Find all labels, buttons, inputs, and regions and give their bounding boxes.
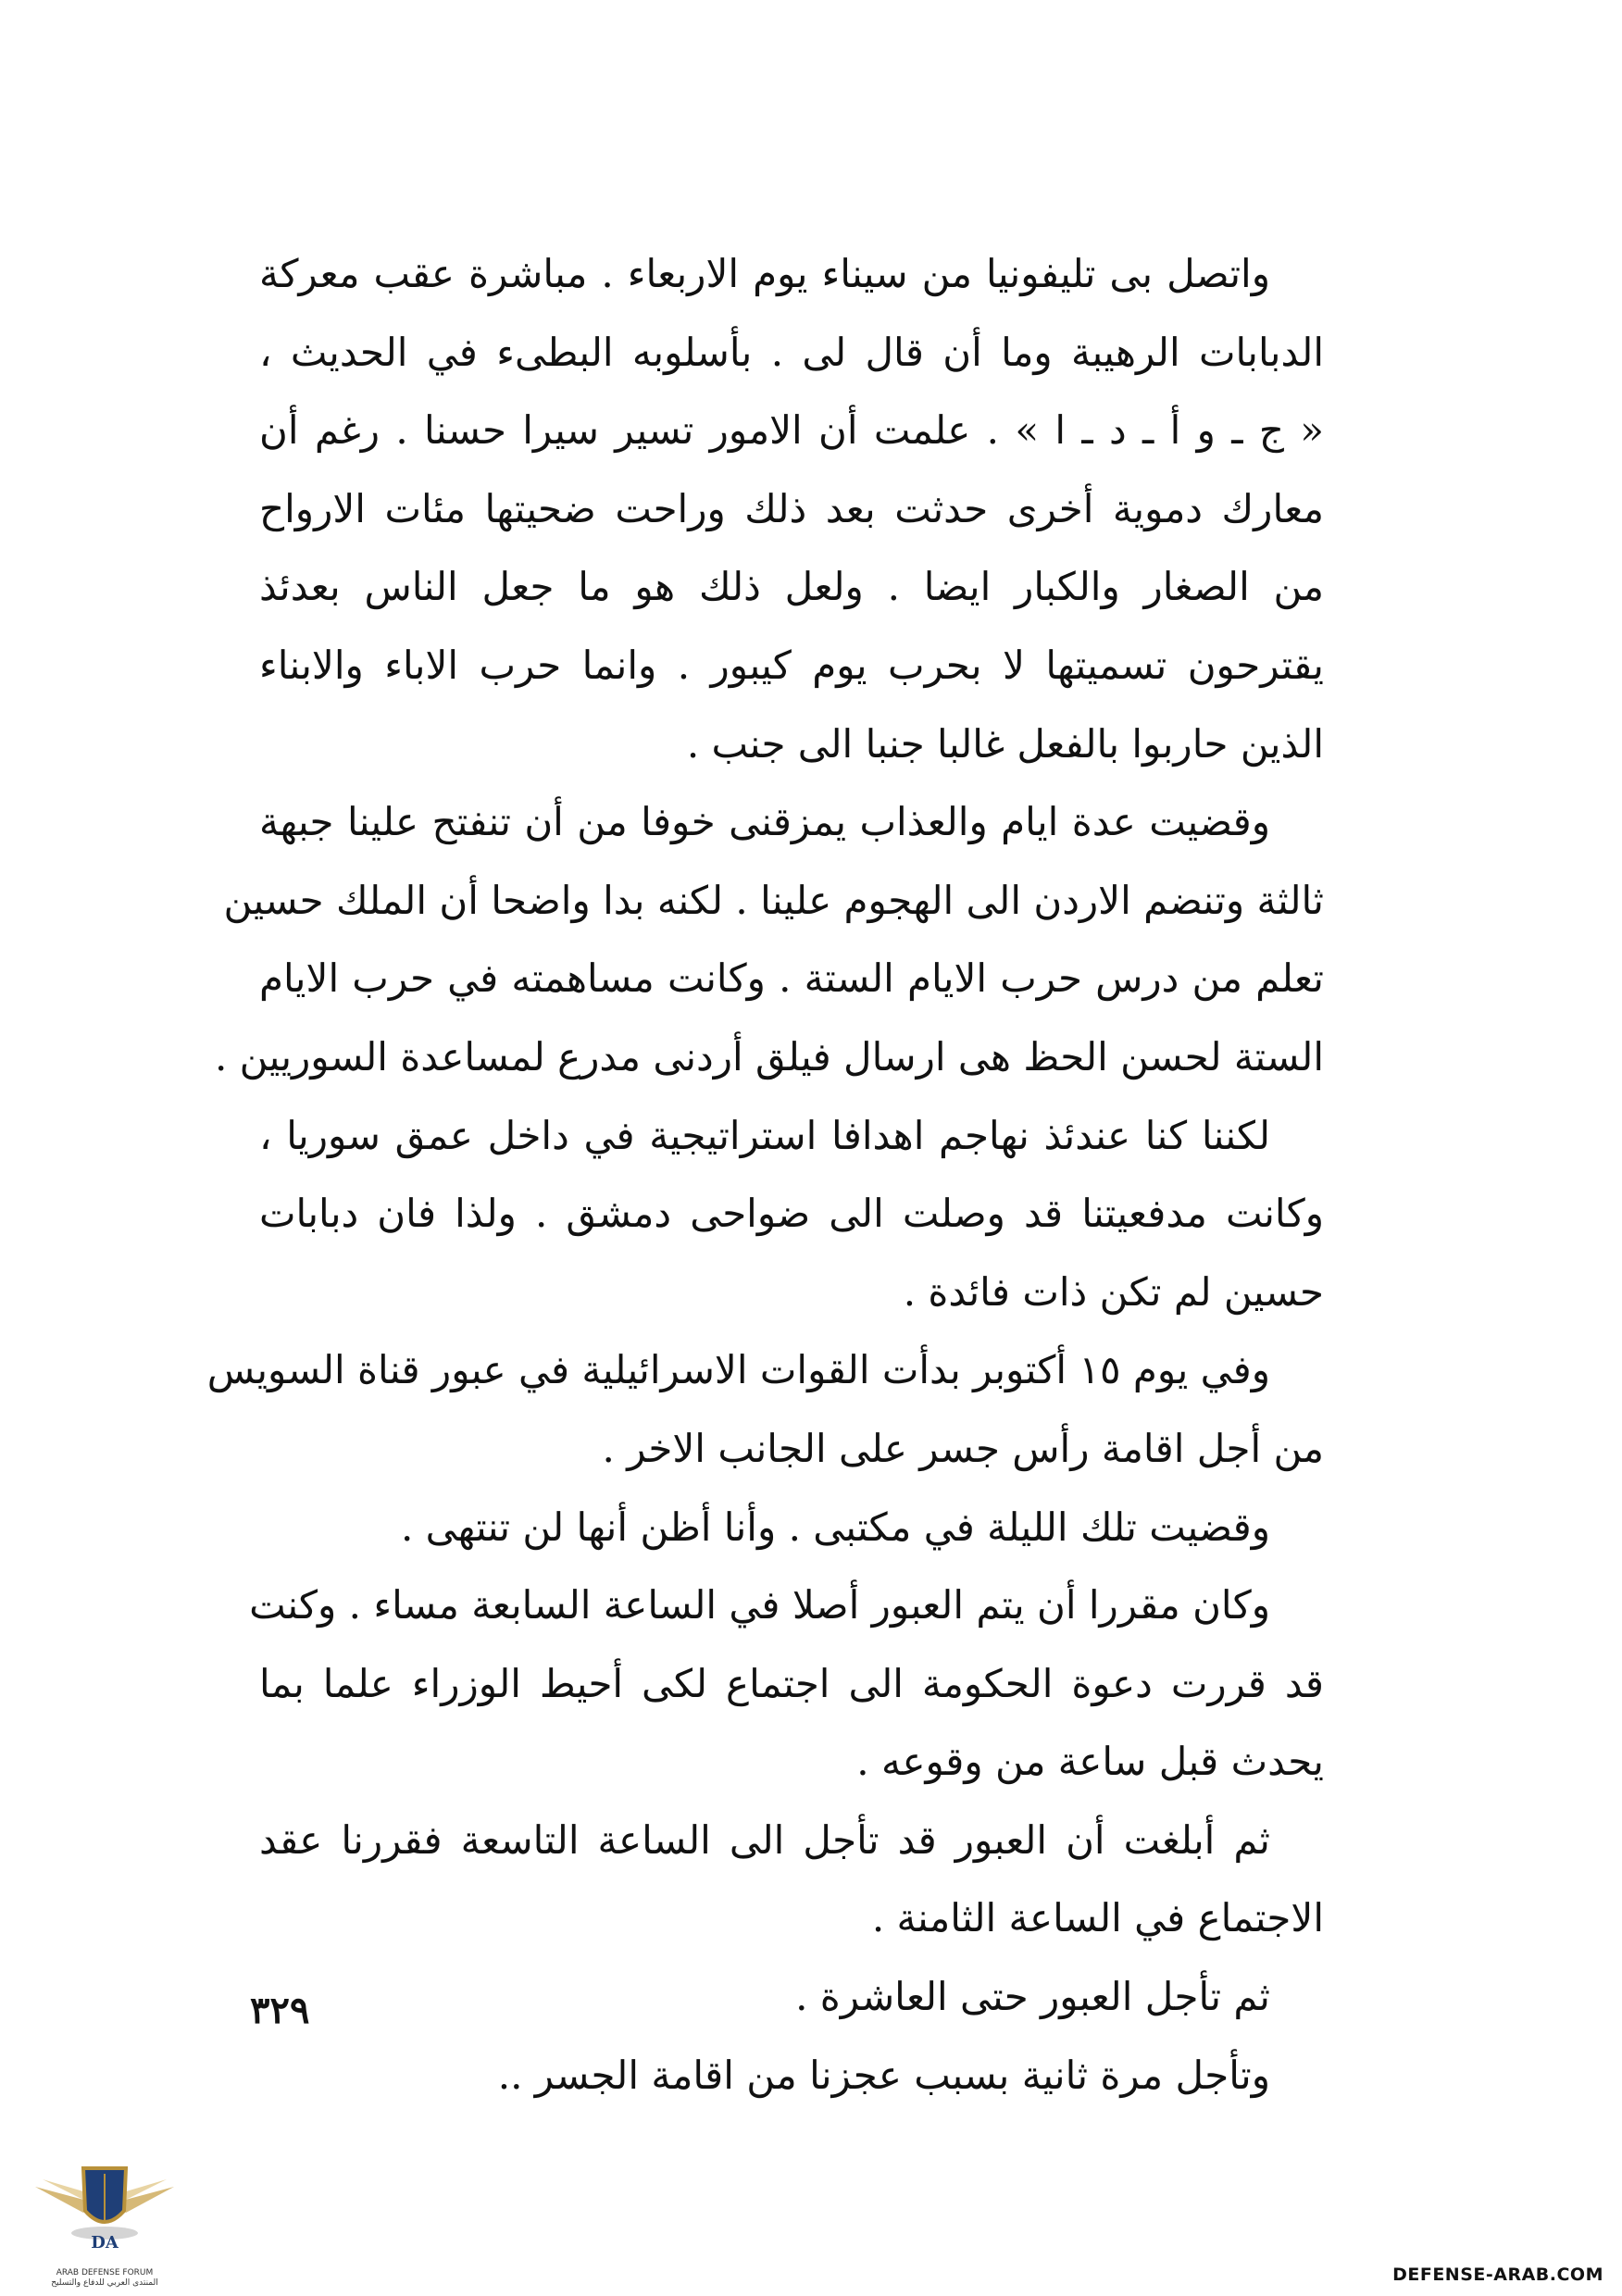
site-url: DEFENSE-ARAB.COM	[1392, 2265, 1603, 2285]
text-line: وكانت مدفعيتنا قد وصلت الى ضواحى دمشق . ولذا فان دبابات	[259, 1191, 1324, 1237]
logo-letters: DA	[91, 2233, 119, 2252]
text-line: تعلم من درس حرب الايام الستة . وكانت مساهمته في حرب الايام	[259, 955, 1324, 1002]
text-line: « ج ـ و أ ـ د ـ ا » . علمت أن الامور تسير سيرا حسنا . رغم أن	[259, 407, 1324, 454]
text-line: وقضيت تلك الليلة في مكتبى . وأنا أظن أنها لن تنتهى .	[400, 1504, 1270, 1550]
text-line: من الصغار والكبار ايضا . ولعل ذلك هو ما جعل الناس بعدئذ	[259, 564, 1324, 610]
text-line: ثالثة وتنضم الاردن الى الهجوم علينا . لكنه بدا واضحا أن الملك حسين	[223, 877, 1324, 923]
body-text	[206, 235, 1324, 2115]
text-line: واتصل بى تليفونيا من سيناء يوم الاربعاء . مباشرة عقب معركة	[259, 251, 1270, 296]
logo-caption	[26, 2268, 183, 2289]
text-line: ثم تأجل العبور حتى العاشرة .	[795, 1974, 1270, 2020]
text-line: قد قررت دعوة الحكومة الى اجتماع لكى أحيط الوزراء علما بما	[259, 1660, 1324, 1706]
text-line: الدبابات الرهيبة وما أن قال لى . بأسلوبه البطىء في الحديث ،	[259, 329, 1324, 375]
text-line: وكان مقررا أن يتم العبور أصلا في الساعة السابعة مساء . وكنت	[249, 1582, 1270, 1628]
text-line: معارك دموية أخرى حدثت بعد ذلك وراحت ضحيتها مئات الارواح	[259, 485, 1324, 531]
text-line: الذين حاربوا بالفعل غالبا جنبا الى جنب .	[686, 720, 1324, 767]
text-line: وفي يوم ١٥ أكتوبر بدأت القوات الاسرائيلية في عبور قناة السويس	[206, 1347, 1270, 1393]
logo-caption-en: ARAB DEFENSE FORUM	[56, 2268, 154, 2277]
logo-caption-ar: المنتدى العربي للدفاع والتسليح	[51, 2278, 158, 2288]
text-line: من أجل اقامة رأس جسر على الجانب الاخر .	[602, 1425, 1324, 1471]
text-line: وقضيت عدة ايام والعذاب يمزقنى خوفا من أن تنفتح علينا جبهة	[259, 799, 1270, 845]
text-line: الاجتماع في الساعة الثامنة .	[871, 1895, 1324, 1941]
text-line: وتأجل مرة ثانية بسبب عجزنا من اقامة الجسر ..	[497, 2052, 1270, 2098]
arab-defense-forum-shield-logo-icon	[26, 2129, 183, 2287]
text-line: حسين لم تكن ذات فائدة .	[903, 1268, 1324, 1315]
page-number: ٣٢٩	[250, 1989, 310, 2032]
text-line: يحدث قبل ساعة من وقوعه .	[856, 1739, 1324, 1785]
text-line: ثم أبلغت أن العبور قد تأجل الى الساعة التاسعة فقررنا عقد	[259, 1816, 1270, 1863]
text-line: يقترحون تسميتها لا بحرب يوم كيبور . وانما حرب الاباء والابناء	[259, 642, 1324, 688]
text-line: لكننا كنا عندئذ نهاجم اهدافا استراتيجية في داخل عمق سوريا ،	[259, 1112, 1270, 1158]
text-line: الستة لحسن الحظ هى ارسال فيلق أردنى مدرع لمساعدة السوريين .	[214, 1033, 1324, 1079]
